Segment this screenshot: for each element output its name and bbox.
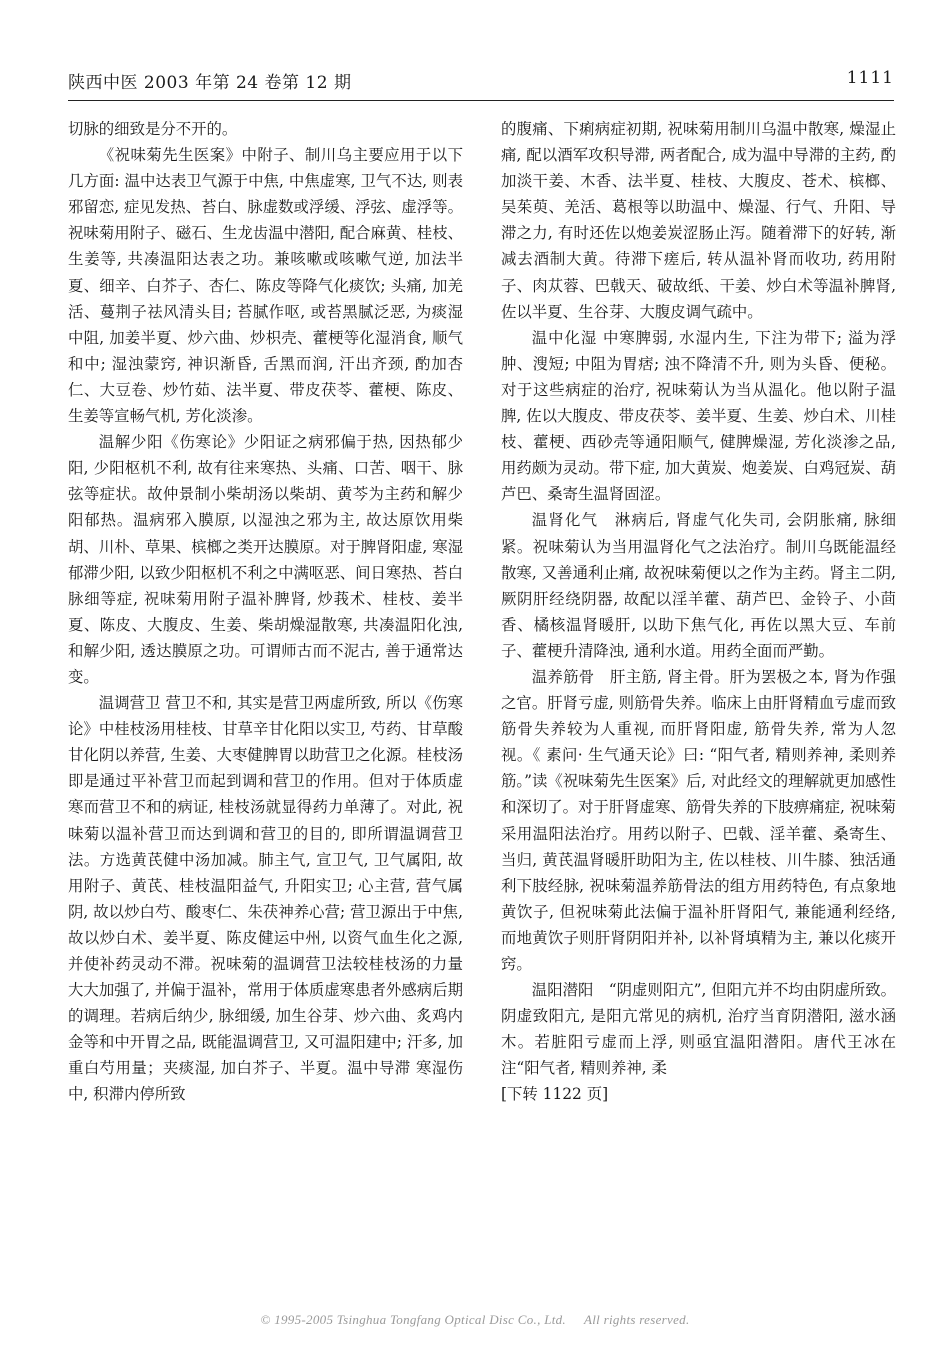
running-header xyxy=(68,62,894,101)
paragraph: 切脉的细致是分不开的。 xyxy=(68,120,238,138)
copyright-text: © 1995-2005 Tsinghua Tongfang Optical Disc Co., Ltd. xyxy=(260,1312,566,1327)
page-number: 1111 xyxy=(846,68,894,88)
paragraph: 温肾化气 淋病后, 肾虚气化失司, 会阴胀痛, 脉细紧。祝味菊认为当用温肾化气之法治疗。制川乌既能温经散寒, 又善通利止痛, 故祝味菊便以之作为主药。肾主二阴, 厥阴肝经绕阴器, 故配以淫羊藿、葫芦巴、金铃子、小茴香、橘核温肾暖肝, 以助下焦气化, 再佐以黑大豆、车前子、藿梗升清降浊, 通利水道。用药全面而严勤。 xyxy=(501,511,896,660)
paragraph: 温调营卫 营卫不和, 其实是营卫两虚所致, 所以《伤寒论》中桂枝汤用桂枝、甘草辛甘化阳以实卫, 芍药、甘草酸甘化阴以养营, 生姜、大枣健脾胃以助营卫之化源。桂枝汤即是通过平补营卫而起到调和营卫的作用。但对于体质虚寒而营卫不和的病证, 桂枝汤就显得药力单薄了。对此, 祝味菊以温补营卫而达到调和营卫的目的, 即所谓温调营卫法。方选黄芪健中汤加减。肺主气, 宣卫气, 卫气属阳, 故用附子、黄芪、桂枝温阳益气, 升阳实卫; 心主营, 营气属阴, 故以炒白芍、酸枣仁、朱茯神养心营; 营卫源出于中焦, 故以炒白术、姜半夏、陈皮健运中州, 以资气血生化之源, 并使补药灵动不滞。祝味菊的温调营卫法较桂枝汤的力量大大加强了, 并偏于温补，常用于体质虚寒患者外感病后期的调理。若病后纳少, 脉细缓, 加生谷芽、炒六曲、炙鸡内金等和中开胃之品, 既能温调营卫, 又可温阳建中; 汗多, 加重白芍用量；夹痰湿, 加白芥子、半夏。温中导滞 寒湿伤中, 积滞内停所致 xyxy=(68,694,463,1104)
paragraph: 《祝味菊先生医案》中附子、制川乌主要应用于以下几方面: 温中达表卫气源于中焦, 中焦虚寒, 卫气不达, 则表邪留恋, 症见发热、苔白、脉虚数或浮缓、浮弦、虚浮等。祝味菊用附子、磁石、生龙齿温中潜阳, 配合麻黄、桂枝、生姜等, 共凑温阳达表之功。兼咳嗽或咳嗽气逆, 加法半夏、细辛、白芥子、杏仁、陈皮等降气化痰饮; 头痛, 加羌活、蔓荆子祛风清头目; 苔腻作呕, 或苔黑腻泛恶, 为痰湿中阻, 加姜半夏、炒六曲、炒枳壳、藿梗等化湿消食, 顺气和中; 湿浊蒙窍, 神识渐昏, 舌黑而润, 汗出齐颈, 酌加杏仁、大豆卷、炒竹茹、法半夏、带皮茯苓、藿梗、陈皮、生姜等宣畅气机, 芳化淡渗。 xyxy=(68,146,463,426)
paragraph: 温中化湿 中寒脾弱, 水湿内生, 下注为带下; 溢为浮肿、溲短; 中阻为胃痞; 浊不降清不升, 则为头昏、便秘。对于这些病症的治疗, 祝味菊认为当从温化。他以附子温脾, 佐以大腹皮、带皮茯苓、姜半夏、生姜、炒白术、川桂枝、藿梗、西砂壳等通阳顺气, 健脾燥湿, 芳化淡渗之品, 用药颇为灵动。带下症, 加大黄炭、炮姜炭、白鸡冠炭、葫芦巴、桑寄生温肾固涩。 xyxy=(501,328,896,504)
paragraph: 温阳潜阳 “阴虚则阳亢”, 但阳亢并不均由阴虚所致。阴虚致阳亢, 是阳亢常见的病机, 治疗当育阴潜阳, 滋水涵木。若脏阳亏虚而上浮, 则亟宜温阳潜阳。唐代王冰在注“阳气者, 精则养神, 柔 xyxy=(501,981,896,1078)
paragraph: 温养筋骨 肝主筋, 肾主骨。肝为罢极之本, 肾为作强之官。肝肾亏虚, 则筋骨失养。临床上由肝肾精血亏虚而致筋骨失养较为人重视, 而肝肾阳虚, 筋骨失养, 常为人忽视。《 素问· 生气通天论》曰: “阳气者, 精则养神, 柔则养筋。”读《祝味菊先生医案》后, 对此经文的理解就更加感性和深切了。对于肝肾虚寒、筋骨失养的下肢痹痛症, 祝味菊采用温阳法治疗。用药以附子、巴戟、淫羊藿、桑寄生、当归, 黄芪温肾暖肝助阳为主, 佐以桂枝、川牛膝、独活通利下肢经脉, 祝味菊温养筋骨法的组方用药特色, 有点象地黄饮子, 但祝味菊此法偏于温补肝肾阳气, 兼能通利经络, 而地黄饮子则肝肾阴阳并补, 以补肾填精为主, 兼以化痰开窍。 xyxy=(501,667,896,973)
rights-text: All rights reserved. xyxy=(583,1312,690,1327)
right-text-column xyxy=(501,116,896,1108)
paragraph: 的腹痛、下痢病症初期, 祝味菊用制川乌温中散寒, 燥湿止痛, 配以酒军攻积导滞, 两者配合, 成为温中导滞的主药, 酌加淡干姜、木香、法半夏、桂枝、大腹皮、苍术、槟榔、吴茱萸、羌活、葛根等以助温中、燥湿、行气、升阳、导滞之力, 有时还佐以炮姜炭涩肠止泻。随着滞下的好转, 渐减去酒制大黄。待滞下瘥后, 转从温补肾而收功, 药用附子、肉苁蓉、巴戟天、破故纸、干姜、炒白术等温补脾肾, 佐以半夏、生谷芽、大腹皮调气疏中。 xyxy=(501,120,896,321)
left-text-column xyxy=(68,116,463,1108)
journal-citation: 陕西中医 2003 年第 24 卷第 12 期 xyxy=(68,73,352,93)
paragraph: 温解少阳《伤寒论》少阳证之病邪偏于热, 因热郁少阳, 少阳枢机不利, 故有往来寒热、头痛、口苦、咽干、脉弦等症状。故仲景制小柴胡汤以柴胡、黄芩为主药和解少阳郁热。温病邪入膜原, 以湿浊之邪为主, 故达原饮用柴胡、川朴、草果、槟榔之类开达膜原。对于脾肾阳虚, 寒湿郁滞少阳, 以致少阳枢机不利之中满呕恶、间日寒热、苔白脉细等症, 祝味菊用附子温补脾肾, 炒莪术、桂枝、姜半夏、陈皮、大腹皮、生姜、柴胡燥湿散寒, 共凑温阳化浊, 和解少阳, 透达膜原之功。可谓师古而不泥古, 善于通常达变。 xyxy=(68,433,463,686)
copyright-footer xyxy=(0,1312,950,1328)
continuation-note: [下转 1122 页] xyxy=(501,1085,609,1104)
